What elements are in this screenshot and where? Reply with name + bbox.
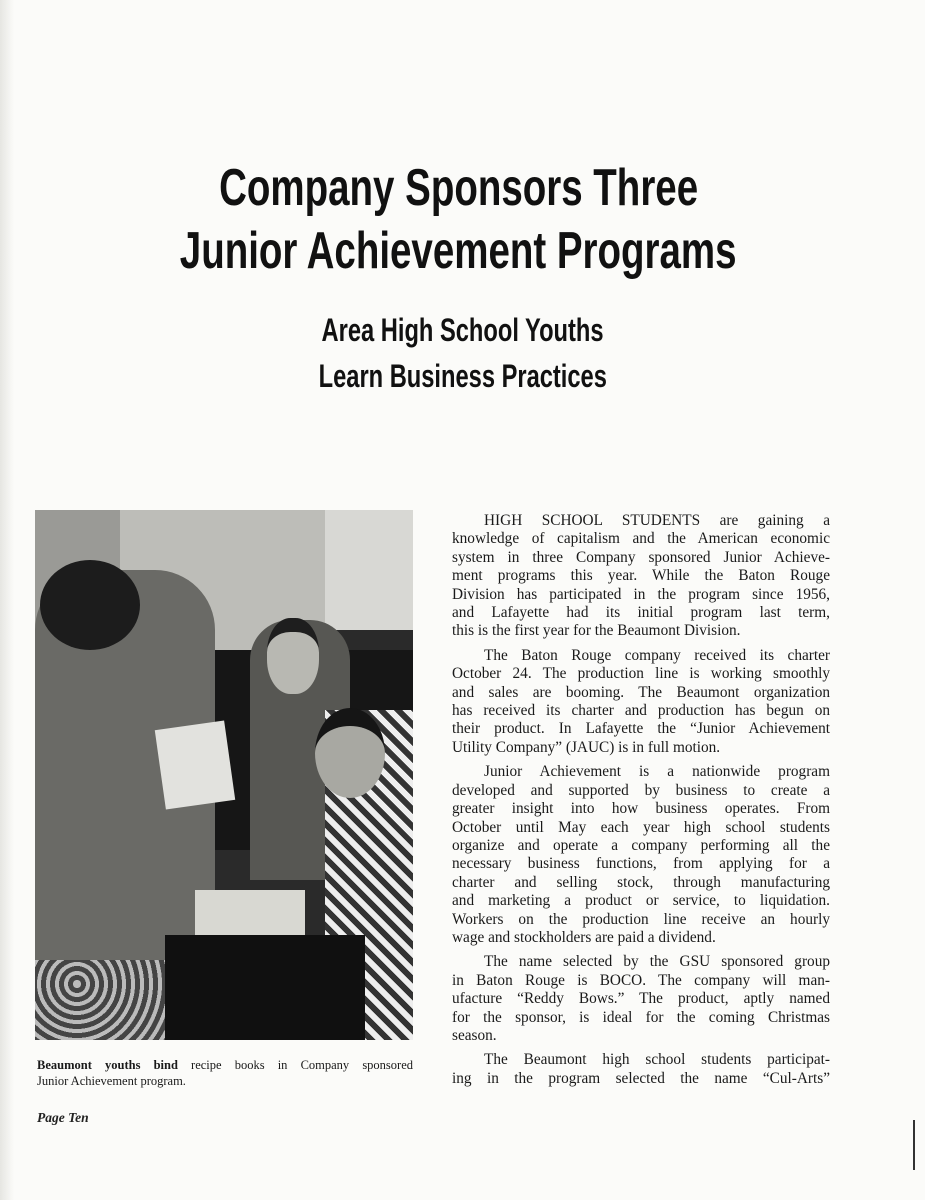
article-line: necessary business functions, from applying for a (452, 855, 830, 873)
person-center-head (267, 618, 319, 694)
caption-line-2: Junior Achievement program. (37, 1074, 186, 1088)
article-paragraph (452, 647, 830, 757)
article-line: HIGH SCHOOL STUDENTS are gaining a (484, 512, 830, 529)
article-line: has received its charter and production has begun on (452, 702, 830, 720)
article-line: and marketing a product or service, to liquidation. (452, 892, 830, 910)
article-line: greater insight into how business operates. From (452, 800, 830, 818)
scan-mark (913, 1120, 915, 1170)
article-line: The Baton Rouge company received its charter (484, 646, 830, 664)
caption-text: recipe books in Company sponsored (177, 1058, 414, 1072)
table-box (195, 890, 305, 935)
article-line: their product. In Lafayette the “Junior Achievement (452, 720, 830, 738)
table (165, 935, 365, 1040)
paper (155, 721, 235, 810)
article-line: season. (452, 1026, 497, 1044)
headline-text: Junior Achievement Programs (180, 222, 737, 280)
article-line: Division has participated in the program since 1956, (452, 585, 830, 603)
article-line: knowledge of capitalism and the American economic (452, 530, 830, 548)
article-paragraph (452, 512, 830, 641)
article-paragraph (452, 1051, 830, 1088)
headline-line-1 (0, 158, 921, 218)
article-paragraph (452, 763, 830, 947)
person-left-hair (40, 560, 140, 650)
subheadline-text: Learn Business Practices (318, 358, 607, 394)
article-line: October 24. The production line is working smoothly (452, 665, 830, 683)
article-line: and Lafayette had its initial program last term, (452, 604, 830, 622)
article-line: this is the first year for the Beaumont Division. (452, 622, 741, 640)
article-line: Workers on the production line receive an hourly (452, 910, 830, 928)
article-line: and sales are booming. The Beaumont organization (452, 683, 830, 701)
article-line: ment programs this year. While the Baton Rouge (452, 567, 830, 585)
caption-bold: Beaumont youths bind (37, 1058, 178, 1072)
caption-line-1 (37, 1057, 413, 1073)
article-line: The Beaumont high school students participat- (484, 1051, 830, 1069)
article-line: wage and stockholders are paid a dividend. (452, 928, 716, 946)
article-line: Junior Achievement is a nationwide program (484, 763, 830, 781)
article-line: organize and operate a company performing all the (452, 836, 830, 854)
article-line: The name selected by the GSU sponsored group (484, 953, 830, 971)
article-line: Utility Company” (JAUC) is in full motion. (452, 738, 721, 756)
article-line: developed and supported by business to create a (452, 781, 830, 799)
headline-text: Company Sponsors Three (219, 159, 698, 217)
window-frame (325, 510, 413, 630)
article-line: charter and selling stock, through manufacturing (452, 873, 830, 891)
article-body (452, 512, 830, 1094)
photo-caption (37, 1057, 413, 1089)
article-line: October until May each year high school students (452, 818, 830, 836)
person-right-head (315, 708, 385, 798)
article-photo (35, 510, 413, 1040)
subheadline-line-1 (0, 312, 925, 349)
article-line: for the sponsor, is ideal for the coming Christmas (452, 1008, 830, 1026)
article-line: system in three Company sponsored Junior Achieve- (452, 548, 830, 566)
page-number: Page Ten (37, 1110, 89, 1125)
subheadline-line-2 (0, 358, 925, 395)
subheadline-text: Area High School Youths (321, 312, 604, 348)
headline-line-2 (0, 221, 921, 281)
article-paragraph (452, 953, 830, 1045)
article-line: in Baton Rouge is BOCO. The company will man- (452, 971, 830, 989)
article-line: ing in the program selected the name “Cul-Arts” (452, 1069, 830, 1087)
article-line: ufacture “Reddy Bows.” The product, aptly named (452, 990, 830, 1008)
skirt-pattern (35, 960, 175, 1040)
